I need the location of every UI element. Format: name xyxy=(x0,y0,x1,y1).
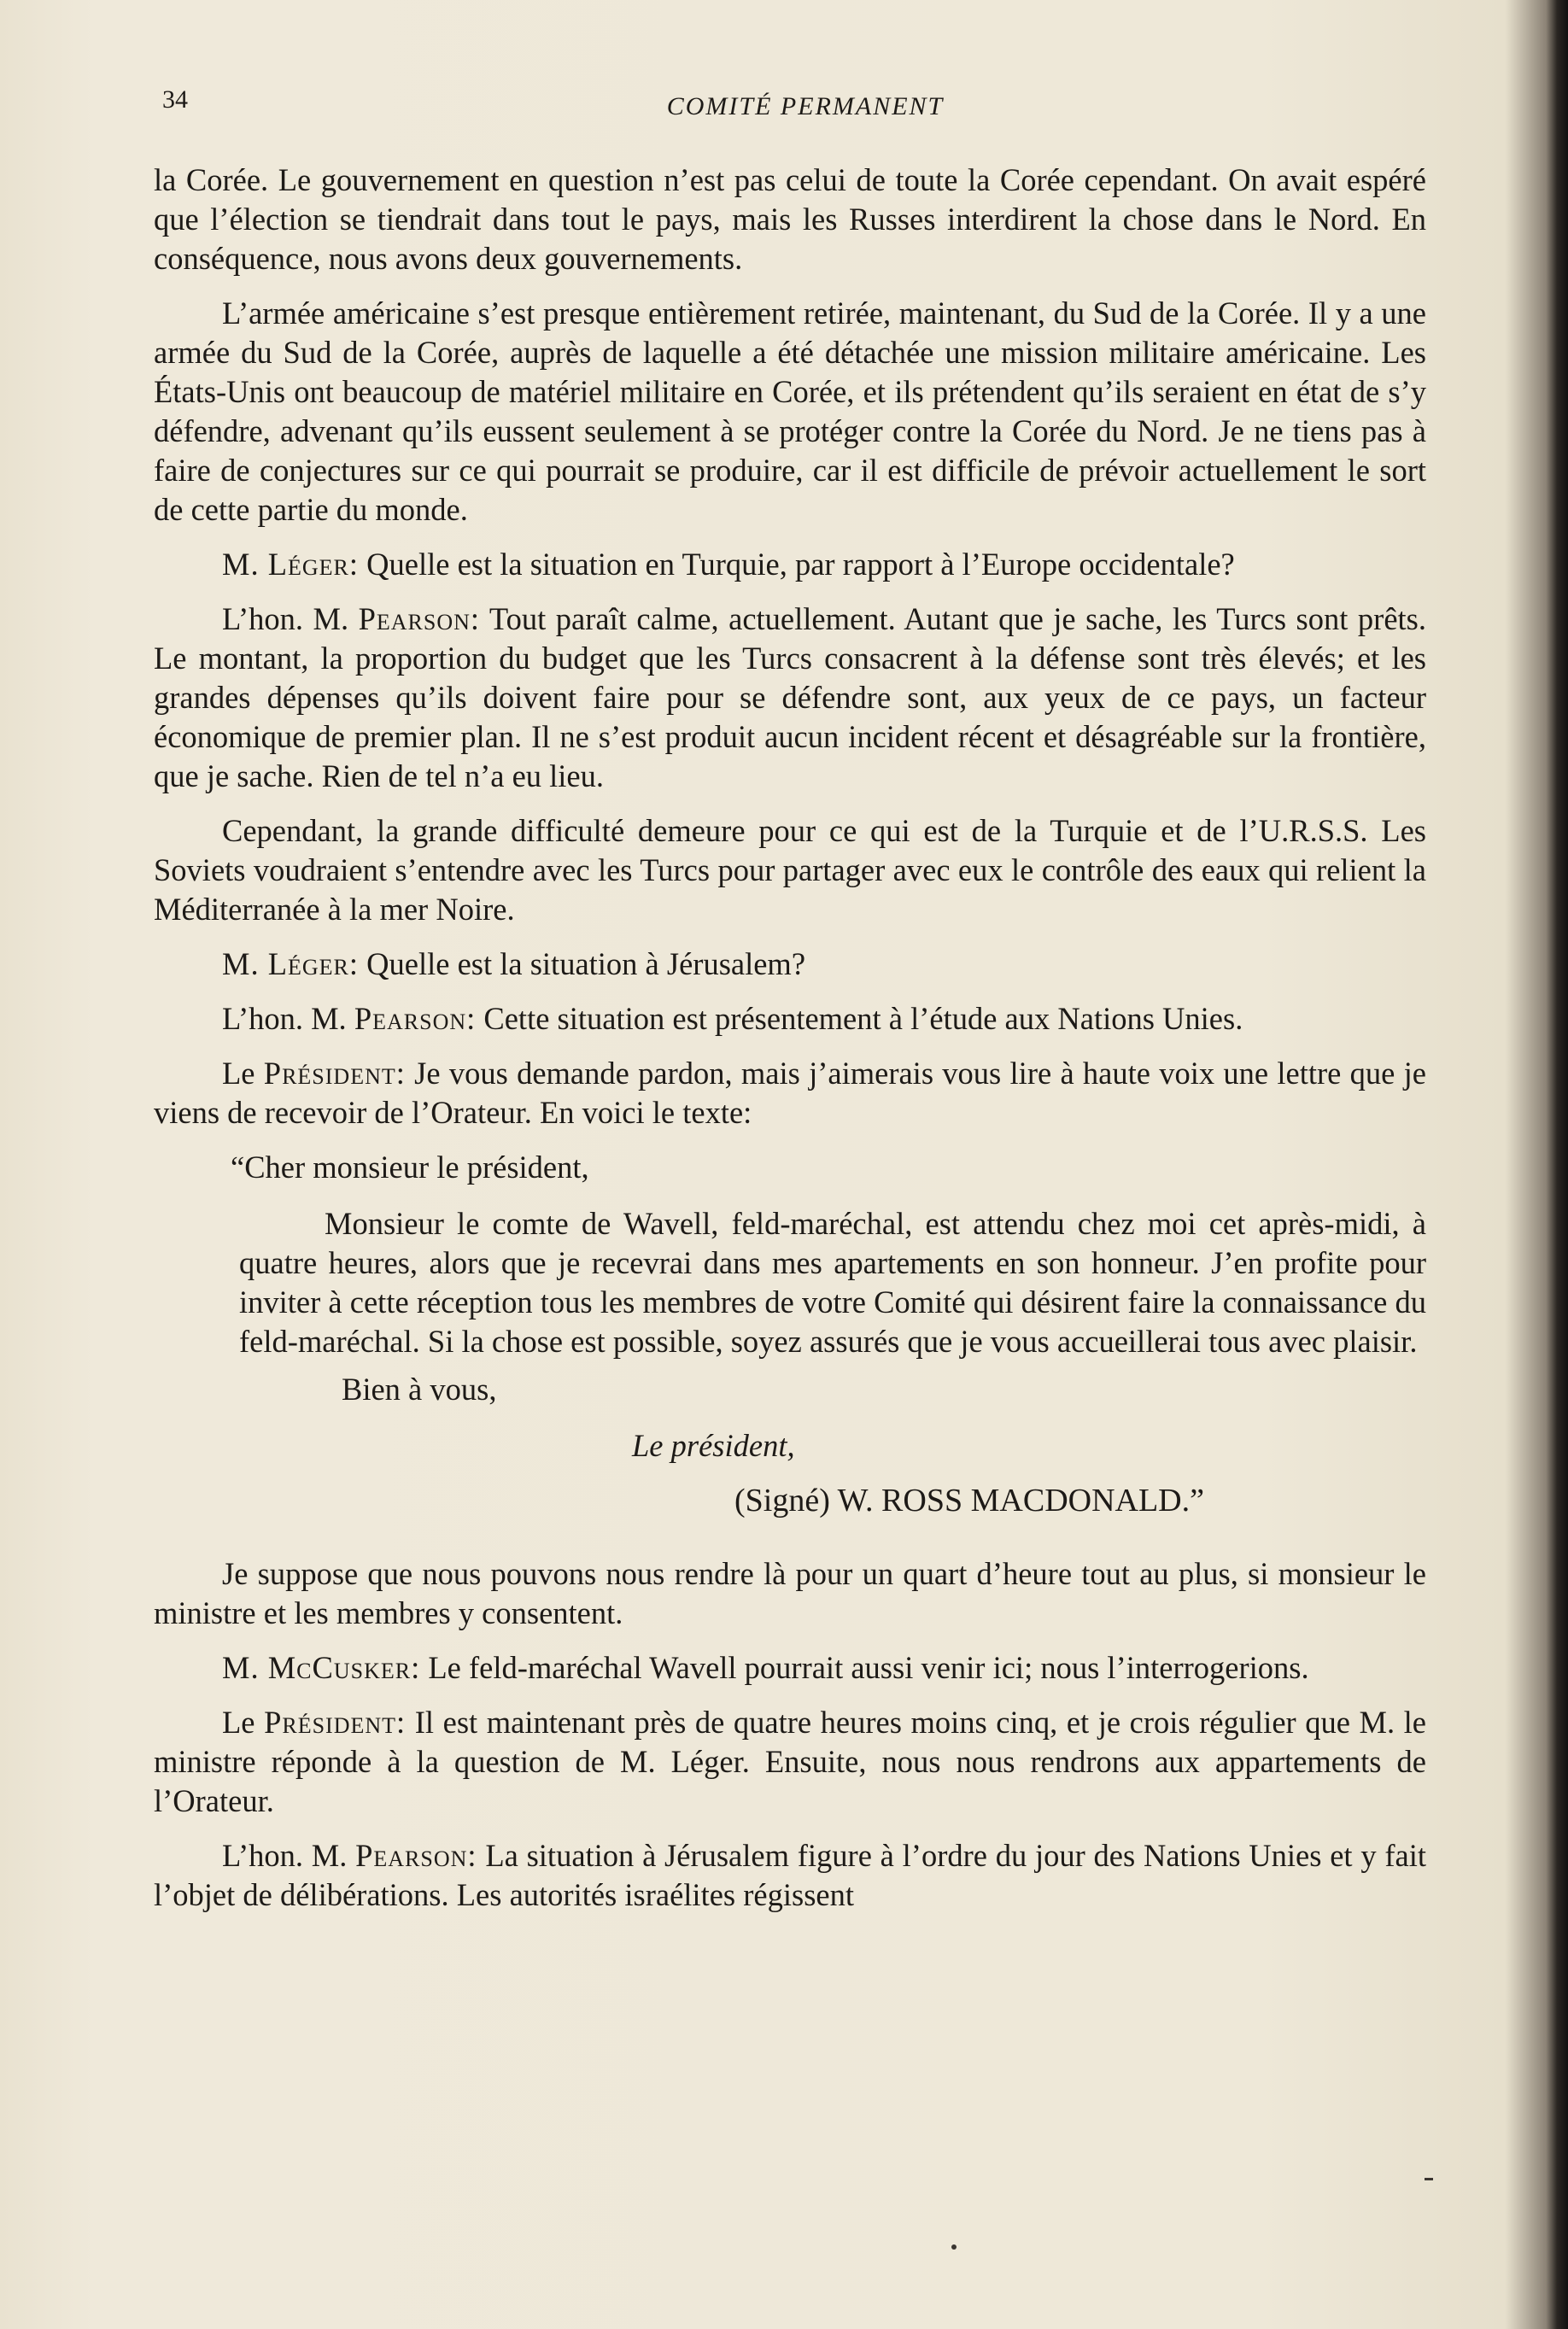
speaker-prefix: Le xyxy=(222,1705,265,1740)
speech-text: La situation à Jérusalem figure à l’ordre du jour des Nations Unies et y fait l’objet de délibérations. Les autorités israélites régissent xyxy=(154,1838,1426,1912)
speech-paragraph xyxy=(154,545,1426,584)
speech-text: Quelle est la situation à Jérusalem? xyxy=(359,946,806,981)
speaker-name: Pearson: xyxy=(358,601,481,636)
letter-signature: (Signé) W. ROSS MACDONALD.” xyxy=(734,1483,1204,1519)
speech-text: Quelle est la situation en Turquie, par rapport à l’Europe occidentale? xyxy=(359,547,1235,582)
speech-text: Cette situation est présentement à l’étude aux Nations Unies. xyxy=(476,1001,1243,1036)
margin-mark xyxy=(1425,2178,1433,2180)
paragraph: L’armée américaine s’est presque entièrement retirée, maintenant, du Sud de la Corée. Il y a une armée du Sud de la Corée, auprès de laquelle a été détachée une mission militaire américaine. Les États-Unis ont beaucoup de matériel militaire en Corée, et ils prétendent qu’ils seraient en état de s’y défendre, advenant qu’ils eussent seulement à se protéger contre la Corée du Nord. Je ne tiens pas à faire de conjectures sur ce qui pourrait se produire, car il est difficile de prévoir actuellement le sort de cette partie du monde. xyxy=(154,296,1426,527)
speech-paragraph xyxy=(154,1648,1426,1688)
speech-text: Il est maintenant près de quatre heures moins cinq, et je crois régulier que M. le ministre réponde à la question de M. Léger. Ensuite, nous nous rendrons aux appartements de l’Orateur. xyxy=(154,1705,1427,1818)
speech-paragraph xyxy=(154,999,1426,1039)
speaker-name: Pearson: xyxy=(355,1838,477,1873)
page-number: 34 xyxy=(162,85,188,114)
speaker-prefix: L’hon. M. xyxy=(222,601,359,636)
paragraph: la Corée. Le gouvernement en question n’est pas celui de toute la Corée cependant. On avait espéré que l’élection se tiendrait dans tout le pays, mais les Russes interdirent la chose dans le Nord. En conséquence, nous avons deux gouvernements. xyxy=(154,162,1426,276)
letter-body: Monsieur le comte de Wavell, feld-maréchal, est attendu chez moi cet après-midi, à quatre heures, alors que je recevrai dans mes apartements en son honneur. J’en profite pour inviter à cette réception tous les membres de votre Comité qui désirent faire la connaissance du feld-maréchal. Si la chose est possible, soyez assurés que je vous accueillerai tous avec plaisir. xyxy=(239,1206,1426,1359)
speaker-name: Président: xyxy=(263,1056,406,1091)
speech-paragraph xyxy=(154,600,1426,796)
quoted-letter xyxy=(154,1148,1426,1520)
running-head: COMITÉ PERMANENT xyxy=(666,92,945,120)
speaker-prefix: Le xyxy=(222,1056,264,1091)
speech-text: Je vous demande pardon, mais j’aimerais vous lire à haute voix une lettre que je viens de recevoir de l’Orateur. En voici le texte: xyxy=(154,1056,1426,1130)
paragraph: Cependant, la grande difficulté demeure pour ce qui est de la Turquie et de l’U.R.S.S. Les Soviets voudraient s’entendre avec les Turcs pour partager avec eux le contrôle des eaux qui relient la Méditerranée à la mer Noire. xyxy=(154,813,1426,927)
paragraph: Je suppose que nous pouvons nous rendre là pour un quart d’heure tout au plus, si monsieur le ministre et les membres y consentent. xyxy=(154,1556,1426,1630)
speaker-name: Pearson: xyxy=(354,1001,477,1036)
speech-text: Le feld-maréchal Wavell pourrait aussi venir ici; nous l’interrogerions. xyxy=(420,1650,1309,1685)
speaker-name: M. McCusker: xyxy=(222,1650,421,1685)
speech-paragraph xyxy=(154,1836,1426,1915)
page-header xyxy=(162,85,1448,137)
letter-signature-title: Le président, xyxy=(632,1428,795,1463)
speaker-prefix: L’hon. M. xyxy=(222,1001,354,1036)
speech-paragraph xyxy=(154,945,1426,984)
speech-text: Tout paraît calme, actuellement. Autant que je sache, les Turcs sont prêts. Le montant, la proportion du budget que les Turcs consacrent à la défense sont très élevés; et les grandes dépenses qu’ils doivent faire pour se défendre sont, aux yeux de ce pays, un facteur économique de premier plan. Il ne s’est produit aucun incident récent et désagréable sur la frontière, que je sache. Rien de tel n’a eu lieu. xyxy=(154,601,1426,793)
letter-salutation: “Cher monsieur le président, xyxy=(231,1150,589,1185)
document-body xyxy=(154,161,1426,1930)
speaker-name: Président: xyxy=(264,1705,407,1740)
speech-paragraph xyxy=(154,1054,1426,1132)
speaker-prefix: L’hon. M. xyxy=(222,1838,356,1873)
speaker-name: M. Léger: xyxy=(222,547,360,582)
speaker-name: M. Léger: xyxy=(222,946,360,981)
page-speck xyxy=(951,2244,957,2250)
speech-paragraph xyxy=(154,1703,1426,1821)
letter-closing: Bien à vous, xyxy=(342,1372,497,1407)
